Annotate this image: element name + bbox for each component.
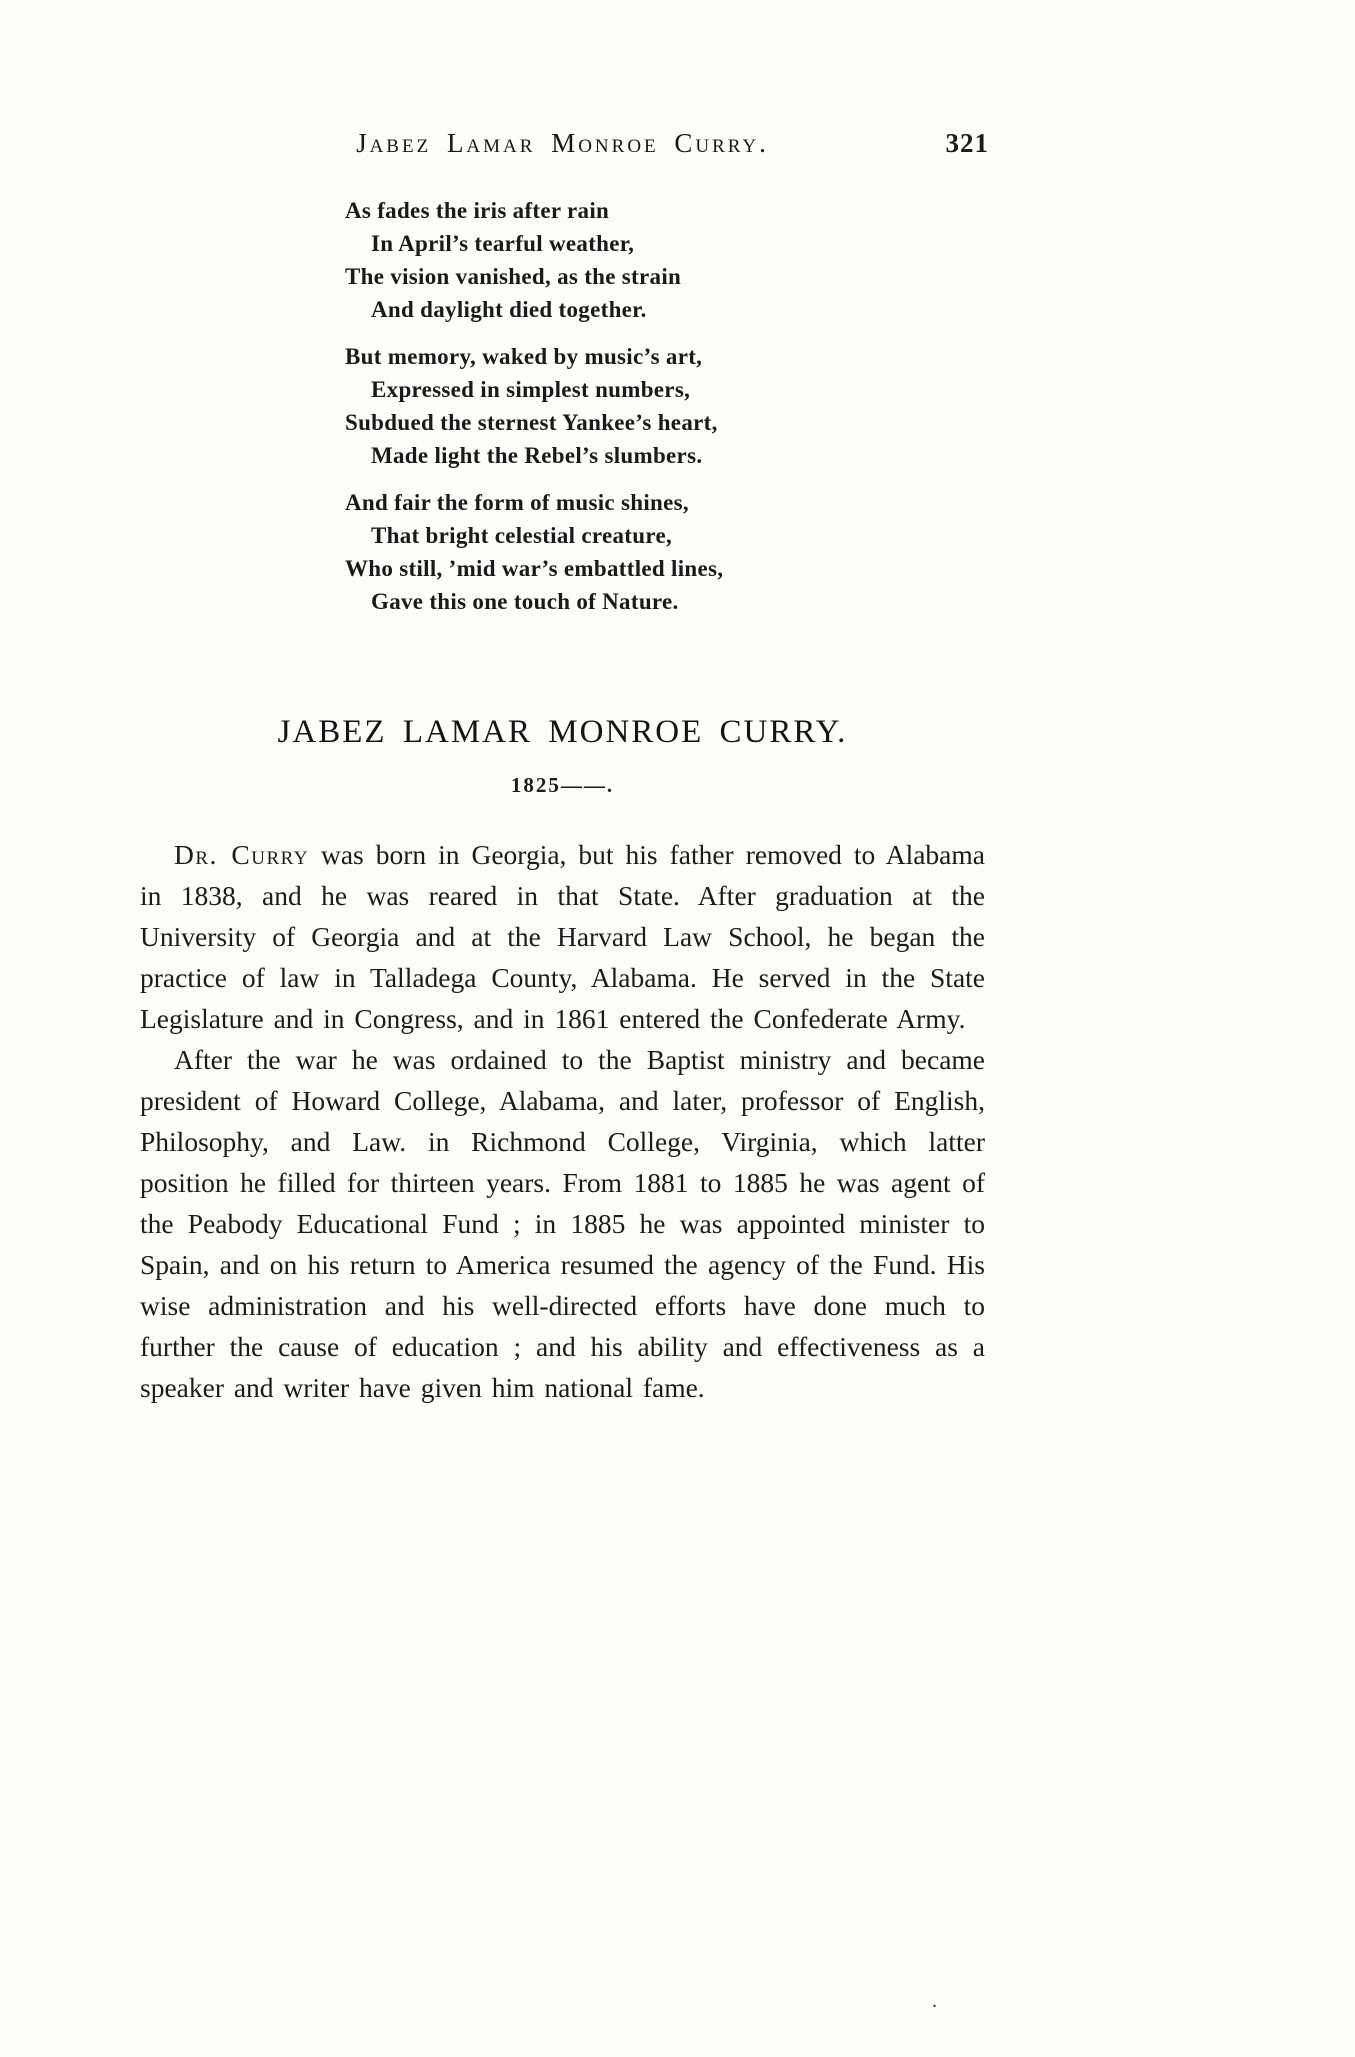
poem-line: In April’s tearful weather, [371, 231, 635, 256]
poem-line: That bright celestial creature, [371, 523, 672, 548]
poem-line: Subdued the sternest Yankee’s heart, [345, 410, 718, 435]
paragraph-lead: Dr. Curry [174, 839, 309, 870]
paragraph-2 [140, 1039, 985, 1408]
poem-line: But memory, waked by music’s art, [345, 344, 703, 369]
poem-line: Who still, ’mid war’s embattled lines, [345, 556, 724, 581]
poem-line: And fair the form of music shines, [345, 490, 689, 515]
poem [345, 194, 723, 618]
paragraph-text: After the war he was ordained to the Baptist ministry and became president of Howard College, Alabama, and later, professor of English, Philosophy, and Law. in Richmond College, Virginia, which latter position he filled for thirteen years. From 1881 to 1885 he was agent of the Peabody Educational Fund ; in 1885 he was appointed minister to Spain, and on his return to America resumed the agency of the Fund. His wise administration and his well-directed efforts have done much to further the cause of education ; and his ability and effectiveness as a speaker and writer have given him national fame. [140, 1044, 985, 1403]
paragraph-text: was born in Georgia, but his father removed to Alabama in 1838, and he was reared in that State. After graduation at the University of Georgia and at the Harvard Law School, he began the practice of law in Talladega County, Alabama. He served in the State Legislature and in Congress, and in 1861 entered the Confederate Army. [140, 839, 985, 1034]
section-dates: 1825——. [510, 773, 615, 797]
poem-line: Expressed in simplest numbers, [371, 377, 691, 402]
body-text [140, 834, 985, 1408]
page-number: 321 [945, 128, 989, 158]
poem-line: Gave this one touch of Nature. [371, 589, 679, 614]
paragraph-1 [140, 834, 985, 1039]
running-title: Jabez Lamar Monroe Curry. [356, 128, 769, 158]
poem-line: As fades the iris after rain [345, 198, 610, 223]
poem-line: And daylight died together. [371, 297, 647, 322]
poem-line: The vision vanished, as the strain [345, 264, 682, 289]
poem-stanza-2 [345, 340, 723, 472]
poem-line: Made light the Rebel’s slumbers. [371, 443, 703, 468]
poem-stanza-1 [345, 194, 723, 326]
print-artifact-dot: . [932, 1990, 937, 2012]
running-header [140, 128, 989, 164]
section-title: JABEZ LAMAR MONROE CURRY. [277, 714, 848, 750]
poem-stanza-3 [345, 486, 723, 618]
